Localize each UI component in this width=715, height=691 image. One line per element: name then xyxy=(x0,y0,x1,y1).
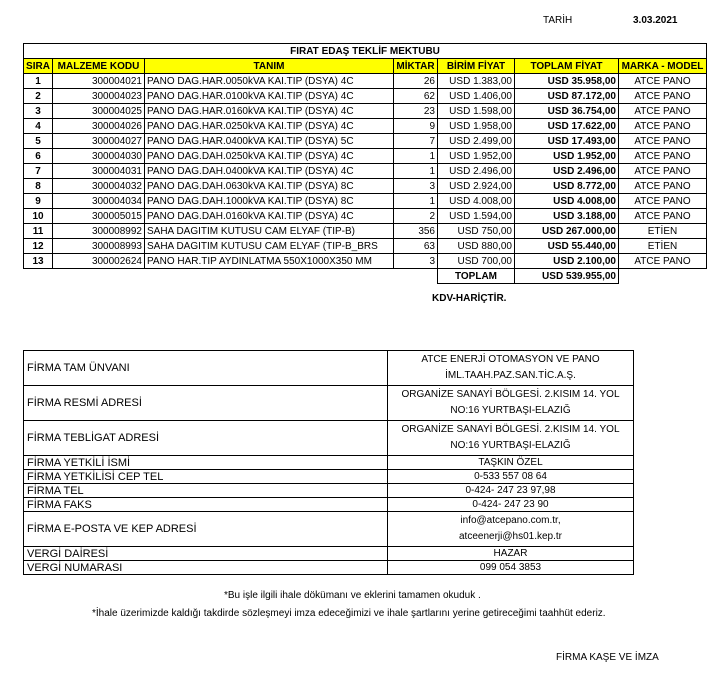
row-marka: ATCE PANO xyxy=(619,74,707,89)
quote-table xyxy=(23,43,707,284)
firm-info-row xyxy=(24,470,634,484)
row-tanim: PANO DAG.HAR.0250kVA KAI.TIP (DSYA) 4C xyxy=(145,119,394,134)
total-label: TOPLAM xyxy=(438,269,515,284)
firm-info-row xyxy=(24,421,634,456)
firm-info-value xyxy=(388,561,634,575)
firm-info-value-line: atceenerji@hs01.kep.tr xyxy=(459,531,562,542)
quote-title: FIRAT EDAŞ TEKLİF MEKTUBU xyxy=(24,44,707,59)
firm-info-value xyxy=(388,470,634,484)
firm-info-label: FİRMA FAKS xyxy=(24,498,388,512)
table-row xyxy=(24,104,707,119)
row-marka: ATCE PANO xyxy=(619,104,707,119)
firm-info-row xyxy=(24,547,634,561)
row-tanim: SAHA DAGITIM KUTUSU CAM ELYAF (TIP-B_BRS xyxy=(145,239,394,254)
row-miktar: 356 xyxy=(394,224,438,239)
firm-info-value xyxy=(388,456,634,470)
firm-info-table xyxy=(23,350,634,575)
row-marka: ETİEN xyxy=(619,224,707,239)
col-header-toplam: TOPLAM FİYAT xyxy=(515,59,619,74)
total-value: USD 539.955,00 xyxy=(515,269,619,284)
firm-info-value-line: ORGANİZE SANAYİ BÖLGESİ. 2.KISIM 14. YOL xyxy=(401,389,620,400)
firm-info-value-line: ORGANİZE SANAYİ BÖLGESİ. 2.KISIM 14. YOL xyxy=(401,424,620,435)
row-kod: 300004032 xyxy=(53,179,145,194)
row-toplam: USD 17.493,00 xyxy=(515,134,619,149)
firm-info-value-line: info@atcepano.com.tr, xyxy=(460,515,561,526)
row-birim: USD 2.924,00 xyxy=(438,179,515,194)
col-header-marka: MARKA - MODEL xyxy=(619,59,707,74)
row-marka: ATCE PANO xyxy=(619,89,707,104)
row-miktar: 63 xyxy=(394,239,438,254)
table-row xyxy=(24,209,707,224)
firm-info-label: FİRMA YETKİLİ İSMİ xyxy=(24,456,388,470)
row-marka: ATCE PANO xyxy=(619,254,707,269)
row-kod: 300004030 xyxy=(53,149,145,164)
row-tanim: PANO DAG.DAH.0630kVA KAI.TIP (DSYA) 8C xyxy=(145,179,394,194)
table-row xyxy=(24,239,707,254)
row-miktar: 26 xyxy=(394,74,438,89)
total-row xyxy=(24,269,707,284)
total-spacer xyxy=(24,269,438,284)
row-miktar: 3 xyxy=(394,179,438,194)
row-birim: USD 750,00 xyxy=(438,224,515,239)
note-commitment: *İhale üzerimizde kaldığı takdirde sözleşmeyi imza edeceğimizi ve ihale şartlarını yerine getireceğimi taahhüt ederiz. xyxy=(92,608,606,619)
row-sira: 10 xyxy=(24,209,53,224)
row-marka: ATCE PANO xyxy=(619,119,707,134)
col-header-birim: BİRİM FİYAT xyxy=(438,59,515,74)
row-tanim: PANO DAG.DAH.1000kVA KAI.TIP (DSYA) 8C xyxy=(145,194,394,209)
row-sira: 9 xyxy=(24,194,53,209)
firm-info-row xyxy=(24,561,634,575)
firm-info-value-line: TAŞKIN ÖZEL xyxy=(478,457,543,468)
row-toplam: USD 267.000,00 xyxy=(515,224,619,239)
row-marka: ATCE PANO xyxy=(619,149,707,164)
firm-info-label: FİRMA TEBLİGAT ADRESİ xyxy=(24,421,388,456)
row-toplam: USD 2.100,00 xyxy=(515,254,619,269)
row-sira: 3 xyxy=(24,104,53,119)
firm-info-row xyxy=(24,484,634,498)
table-row xyxy=(24,194,707,209)
firm-info-value xyxy=(388,512,634,547)
firm-info-value xyxy=(388,484,634,498)
row-kod: 300004023 xyxy=(53,89,145,104)
row-tanim: SAHA DAGITIM KUTUSU CAM ELYAF (TIP-B) xyxy=(145,224,394,239)
row-sira: 1 xyxy=(24,74,53,89)
row-marka: ATCE PANO xyxy=(619,164,707,179)
row-sira: 5 xyxy=(24,134,53,149)
row-birim: USD 2.496,00 xyxy=(438,164,515,179)
row-birim: USD 1.383,00 xyxy=(438,74,515,89)
table-row xyxy=(24,74,707,89)
row-marka: ATCE PANO xyxy=(619,134,707,149)
firm-info-value xyxy=(388,498,634,512)
row-kod: 300008993 xyxy=(53,239,145,254)
row-tanim: PANO DAG.HAR.0100kVA KAI.TIP (DSYA) 4C xyxy=(145,89,394,104)
firm-info-value-line: ATCE ENERJİ OTOMASYON VE PANO xyxy=(421,354,600,365)
row-tanim: PANO DAG.HAR.0160kVA KAI.TIP (DSYA) 4C xyxy=(145,104,394,119)
row-kod: 300004034 xyxy=(53,194,145,209)
row-tanim: PANO DAG.DAH.0250kVA KAI.TIP (DSYA) 4C xyxy=(145,149,394,164)
firm-info-value xyxy=(388,351,634,386)
row-toplam: USD 35.958,00 xyxy=(515,74,619,89)
row-miktar: 62 xyxy=(394,89,438,104)
firm-info-label: FİRMA E-POSTA VE KEP ADRESİ xyxy=(24,512,388,547)
row-kod: 300004031 xyxy=(53,164,145,179)
row-birim: USD 700,00 xyxy=(438,254,515,269)
row-birim: USD 1.952,00 xyxy=(438,149,515,164)
firm-info-label: VERGİ DAİRESİ xyxy=(24,547,388,561)
firm-info-label: FİRMA RESMİ ADRESİ xyxy=(24,386,388,421)
col-header-sira: SIRA xyxy=(24,59,53,74)
row-marka: ATCE PANO xyxy=(619,209,707,224)
row-toplam: USD 1.952,00 xyxy=(515,149,619,164)
firm-info-row xyxy=(24,351,634,386)
row-miktar: 7 xyxy=(394,134,438,149)
row-tanim: PANO DAG.DAH.0160kVA KAI.TIP (DSYA) 4C xyxy=(145,209,394,224)
total-spacer-right xyxy=(619,269,707,284)
row-miktar: 3 xyxy=(394,254,438,269)
row-miktar: 1 xyxy=(394,164,438,179)
row-marka: ETİEN xyxy=(619,239,707,254)
row-sira: 13 xyxy=(24,254,53,269)
row-toplam: USD 8.772,00 xyxy=(515,179,619,194)
firm-info-value xyxy=(388,547,634,561)
table-row xyxy=(24,179,707,194)
firm-info-value-line: 099 054 3853 xyxy=(479,562,542,573)
row-tanim: PANO DAG.HAR.0050kVA KAI.TIP (DSYA) 4C xyxy=(145,74,394,89)
row-birim: USD 1.598,00 xyxy=(438,104,515,119)
row-birim: USD 1.406,00 xyxy=(438,89,515,104)
firm-info-value-line: 0-533 557 08 64 xyxy=(474,471,547,482)
firm-info-value xyxy=(388,421,634,456)
row-miktar: 1 xyxy=(394,149,438,164)
firm-info-value xyxy=(388,386,634,421)
col-header-tanim: TANIM xyxy=(145,59,394,74)
firm-info-value-line: HAZAR xyxy=(493,548,528,559)
quote-title-row xyxy=(24,44,707,59)
table-row xyxy=(24,149,707,164)
row-sira: 7 xyxy=(24,164,53,179)
table-row xyxy=(24,164,707,179)
row-toplam: USD 87.172,00 xyxy=(515,89,619,104)
row-sira: 12 xyxy=(24,239,53,254)
note-documents-read: *Bu işle ilgili ihale dökümanı ve eklerini tamamen okuduk . xyxy=(224,590,481,601)
date-value: 3.03.2021 xyxy=(633,15,678,26)
firm-info-value-line: İML.TAAH.PAZ.SAN.TİC.A.Ş. xyxy=(445,370,576,381)
col-header-miktar: MİKTAR xyxy=(394,59,438,74)
row-kod: 300004025 xyxy=(53,104,145,119)
row-tanim: PANO HAR.TIP AYDINLATMA 550X1000X350 MM xyxy=(145,254,394,269)
row-tanim: PANO DAG.HAR.0400kVA KAI.TIP (DSYA) 5C xyxy=(145,134,394,149)
date-label: TARİH xyxy=(543,15,573,26)
row-sira: 2 xyxy=(24,89,53,104)
row-toplam: USD 2.496,00 xyxy=(515,164,619,179)
row-birim: USD 880,00 xyxy=(438,239,515,254)
row-kod: 300002624 xyxy=(53,254,145,269)
row-kod: 300004026 xyxy=(53,119,145,134)
row-tanim: PANO DAG.DAH.0400kVA KAI.TIP (DSYA) 4C xyxy=(145,164,394,179)
row-kod: 300004027 xyxy=(53,134,145,149)
row-toplam: USD 3.188,00 xyxy=(515,209,619,224)
firm-info-label: FİRMA TEL xyxy=(24,484,388,498)
row-birim: USD 2.499,00 xyxy=(438,134,515,149)
firm-info-row xyxy=(24,386,634,421)
row-toplam: USD 55.440,00 xyxy=(515,239,619,254)
firm-info-value-line: NO:16 YURTBAŞI-ELAZIĞ xyxy=(450,405,571,416)
row-sira: 4 xyxy=(24,119,53,134)
row-kod: 300008992 xyxy=(53,224,145,239)
row-birim: USD 4.008,00 xyxy=(438,194,515,209)
table-row xyxy=(24,254,707,269)
row-marka: ATCE PANO xyxy=(619,194,707,209)
row-birim: USD 1.958,00 xyxy=(438,119,515,134)
row-kod: 300004021 xyxy=(53,74,145,89)
row-sira: 11 xyxy=(24,224,53,239)
row-miktar: 9 xyxy=(394,119,438,134)
row-toplam: USD 17.622,00 xyxy=(515,119,619,134)
quote-header-row xyxy=(24,59,707,74)
firm-info-value-line: 0-424- 247 23 90 xyxy=(472,499,549,510)
firm-info-label: VERGİ NUMARASI xyxy=(24,561,388,575)
firm-info-row xyxy=(24,456,634,470)
table-row xyxy=(24,89,707,104)
row-birim: USD 1.594,00 xyxy=(438,209,515,224)
col-header-kod: MALZEME KODU xyxy=(53,59,145,74)
row-marka: ATCE PANO xyxy=(619,179,707,194)
firm-info-value-line: 0-424- 247 23 97,98 xyxy=(465,485,556,496)
table-row xyxy=(24,119,707,134)
firm-info-label: FİRMA TAM ÜNVANI xyxy=(24,351,388,386)
table-row xyxy=(24,224,707,239)
row-toplam: USD 4.008,00 xyxy=(515,194,619,209)
signature-label: FİRMA KAŞE VE İMZA xyxy=(556,652,659,663)
row-miktar: 2 xyxy=(394,209,438,224)
row-kod: 300005015 xyxy=(53,209,145,224)
firm-info-row xyxy=(24,512,634,547)
row-sira: 8 xyxy=(24,179,53,194)
firm-info-row xyxy=(24,498,634,512)
row-miktar: 23 xyxy=(394,104,438,119)
kdv-note: KDV-HARİÇTİR. xyxy=(432,293,507,304)
firm-info-value-line: NO:16 YURTBAŞI-ELAZIĞ xyxy=(450,440,571,451)
table-row xyxy=(24,134,707,149)
row-miktar: 1 xyxy=(394,194,438,209)
row-sira: 6 xyxy=(24,149,53,164)
row-toplam: USD 36.754,00 xyxy=(515,104,619,119)
firm-info-label: FİRMA YETKİLİSİ CEP TEL xyxy=(24,470,388,484)
